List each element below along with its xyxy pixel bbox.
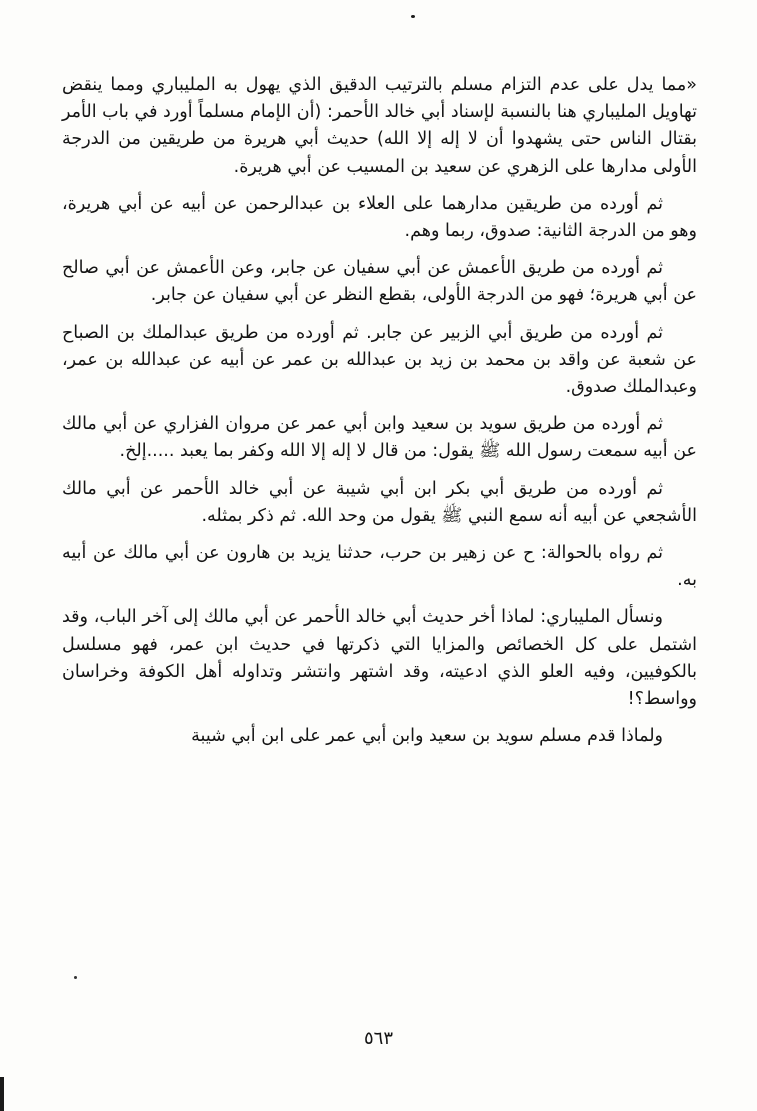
body-text — [62, 72, 697, 760]
paragraph: ثم رواه بالحوالة: ح عن زهير بن حرب، حدثنا يزيد بن هارون عن أبي مالك عن أبيه به. — [62, 543, 697, 591]
paragraph: «مما يدل على عدم التزام مسلم بالترتيب الدقيق الذي يهول به المليباري ومما ينقض تهاويل المليباري هنا بالنسبة لإسناد أبي خالد الأحمر: (أن الإمام مسلماً أورد في باب الأمر بقتال الناس حتى يشهدوا أن لا إله إلا الله) حديث أبي هريرة من طريقين من الدرجة الأولى مدارها على الزهري عن سعيد بن المسيب عن أبي هريرة. — [62, 75, 697, 177]
scan-speck-icon — [411, 15, 415, 18]
paragraph: ونسأل المليباري: لماذا أخر حديث أبي خالد الأحمر عن أبي مالك إلى آخر الباب، وقد اشتمل على كل الخصائص والمزايا التي ذكرتها في حديث ابن عمر، فهو مسلسل بالكوفيين، وفيه العلو الذي ادعيته، وقد اشتهر وانتشر وتداوله أهل الكوفة وخراسان وواسط؟! — [62, 607, 697, 710]
scan-edge-mark — [0, 1077, 4, 1111]
paragraph: ثم أورده من طريق الأعمش عن أبي سفيان عن جابر، وعن الأعمش عن أبي صالح عن أبي هريرة؛ فهو من الدرجة الأولى، بقطع النظر عن أبي سفيان عن جابر. — [62, 258, 697, 306]
page-number: ٥٦٣ — [363, 1028, 393, 1049]
paragraph: ثم أورده من طريق سويد بن سعيد وابن أبي عمر عن مروان الفزاري عن أبي مالك عن أبيه سمعت رسول الله ﷺ يقول: من قال لا إله إلا الله وكفر بما يعبد .....إلخ. — [62, 414, 697, 462]
paragraph: ثم أورده من طريق أبي بكر ابن أبي شيبة عن أبي خالد الأحمر عن أبي مالك الأشجعي عن أبيه أنه سمع النبي ﷺ يقول من وحد الله. ثم ذكر بمثله. — [62, 478, 697, 526]
paragraph: ثم أورده من طريق أبي الزبير عن جابر. ثم أورده من طريق عبدالملك بن الصباح عن شعبة عن واقد بن محمد بن زيد بن عبدالله بن عمر عن أبيه عن عبدالله بن عمر، وعبدالملك صدوق. — [62, 322, 697, 398]
paragraph: ثم أورده من طريقين مدارهما على العلاء بن عبدالرحمن عن أبيه عن أبي هريرة، وهو من الدرجة الثانية: صدوق، ربما وهم. — [62, 193, 697, 242]
scan-speck-icon — [74, 976, 77, 979]
paragraph: ولماذا قدم مسلم سويد بن سعيد وابن أبي عمر على ابن أبي شيبة — [191, 726, 663, 747]
